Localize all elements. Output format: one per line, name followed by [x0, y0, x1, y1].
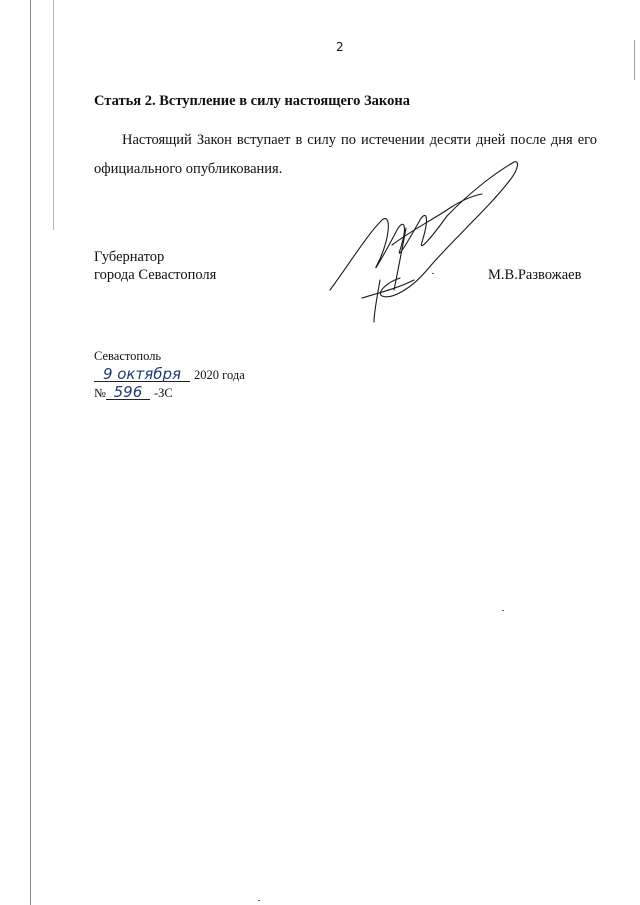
signature-image: [322, 150, 552, 330]
issue-number: [94, 384, 173, 402]
signer-position-line1: Губернатор: [94, 249, 165, 265]
article-heading: Статья 2. Вступление в силу настоящего Закона: [94, 93, 410, 109]
scan-edge-left-inner: [53, 0, 54, 230]
article-body: Настоящий Закон вступает в силу по истечении десяти дней после дня его официального опубликования.: [94, 132, 597, 177]
issue-date-handwritten: 9 октября: [94, 367, 190, 382]
issue-city: Севастополь: [94, 349, 162, 363]
issue-date-year: 2020 года: [194, 368, 245, 382]
signer-position-line2: города Севастополя: [94, 267, 217, 283]
scan-speck: [258, 900, 260, 901]
issue-date: [94, 366, 245, 384]
scan-speck: [432, 273, 434, 274]
signer-position: [94, 248, 216, 284]
scan-edge-left: [30, 0, 31, 905]
issue-number-prefix: №: [94, 386, 106, 400]
scan-speck: [502, 610, 504, 611]
issue-number-suffix: -ЗС: [153, 386, 173, 400]
signer-name: М.В.Развожаев: [488, 267, 582, 283]
issue-number-handwritten: 596: [106, 385, 150, 400]
scan-edge-right: [634, 40, 635, 80]
page-number: 2: [336, 40, 344, 54]
